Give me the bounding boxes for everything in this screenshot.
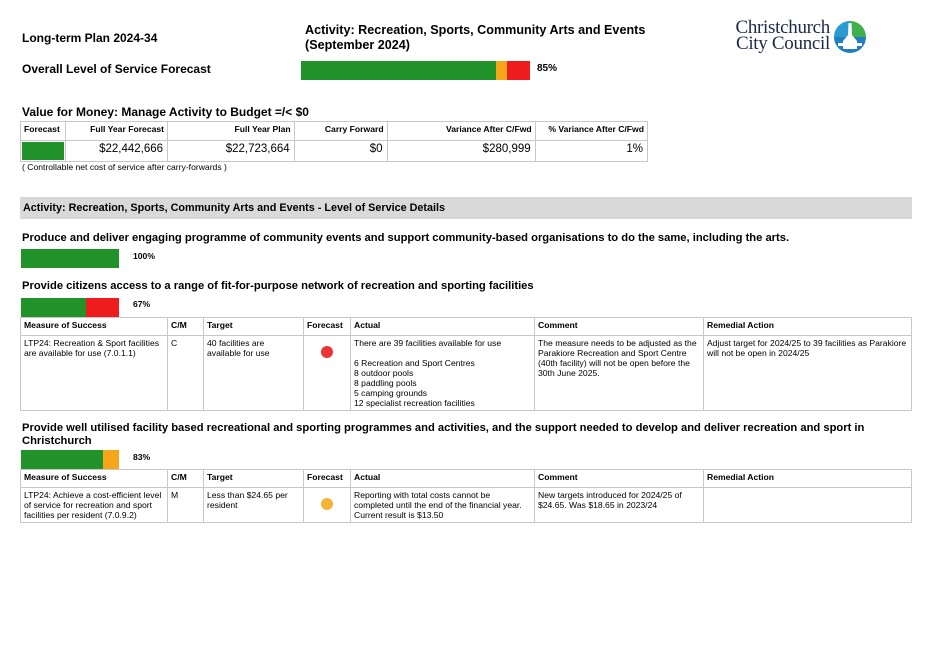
table-row [21, 336, 912, 411]
level-1-heading: Produce and deliver engaging programme of community events and support community-based organisations to do the same, including the arts. [22, 232, 790, 244]
level-2-percent: 67% [133, 299, 151, 309]
vfm-forecast-cell [21, 141, 66, 162]
activity-title-line1: Activity: Recreation, Sports, Community Arts and Events [305, 23, 646, 37]
level-3-heading: Provide well utilised facility based recreational and sporting programmes and activities, and the support needed to develop and deliver recreation and sport in Christchurch [22, 422, 865, 447]
level-2-measures-table [20, 317, 912, 411]
level-1-bar [21, 249, 119, 268]
vfm-carry-forward: $0 [294, 141, 387, 162]
level-3-measures-table [20, 469, 912, 523]
plan-title: Long-term Plan 2024-34 [22, 31, 158, 45]
col-cm: C/M [168, 318, 204, 336]
col-remedial: Remedial Action [704, 318, 912, 336]
col-forecast: Forecast [304, 318, 351, 336]
col-remedial: Remedial Action [704, 470, 912, 488]
col-forecast: Forecast [304, 470, 351, 488]
level-2-heading: Provide citizens access to a range of fit-for-purpose network of recreation and sporting facilities [22, 280, 534, 292]
bar-segment-orange [496, 61, 507, 80]
vfm-header-row [21, 122, 648, 141]
overall-percent: 85% [537, 63, 558, 74]
vfm-value-row [21, 141, 648, 162]
vfm-header-full-year-forecast: Full Year Forecast [65, 122, 167, 141]
logo-line2: City Council [735, 33, 830, 54]
bar-segment-orange [103, 450, 119, 469]
council-logo-text [722, 17, 830, 54]
comment-cell: New targets introduced for 2024/25 of $24.65. Was $18.65 in 2023/24 [535, 488, 704, 523]
actual-line: 5 camping grounds [354, 388, 428, 398]
actual-line [354, 348, 531, 358]
col-comment: Comment [535, 318, 704, 336]
activity-title-line2: (September 2024) [305, 38, 410, 52]
vfm-full-year-plan: $22,723,664 [168, 141, 295, 162]
vfm-pct-variance: 1% [535, 141, 647, 162]
level-3-header-row [21, 470, 912, 488]
overall-label: Overall Level of Service Forecast [22, 62, 211, 76]
col-measure: Measure of Success [21, 470, 168, 488]
vfm-header-variance: Variance After C/Fwd [387, 122, 535, 141]
cm-cell: C [168, 336, 204, 411]
vfm-header-full-year-plan: Full Year Plan [168, 122, 295, 141]
remedial-cell [704, 488, 912, 523]
bar-segment-red [507, 61, 530, 80]
actual-line: 6 Recreation and Sport Centres [354, 358, 475, 368]
actual-line: There are 39 facilities available for use [354, 338, 502, 348]
col-target: Target [204, 470, 304, 488]
actual-line: 8 outdoor pools [354, 368, 414, 378]
vfm-header-forecast: Forecast [21, 122, 66, 141]
actual-line: 8 paddling pools [354, 378, 417, 388]
section-title-bar: Activity: Recreation, Sports, Community Arts and Events - Level of Service Details [20, 197, 912, 219]
col-cm: C/M [168, 470, 204, 488]
overall-forecast-bar [301, 61, 530, 80]
level-2-header-row [21, 318, 912, 336]
activity-title [305, 23, 645, 53]
level-3-percent: 83% [133, 452, 151, 462]
remedial-cell: Adjust target for 2024/25 to 39 facilities as Parakiore will not be open in 2024/25 [704, 336, 912, 411]
forecast-cell [304, 488, 351, 523]
forecast-status-dot [321, 498, 333, 510]
vfm-note: ( Controllable net cost of service after carry-forwards ) [22, 162, 227, 172]
col-comment: Comment [535, 470, 704, 488]
col-actual: Actual [351, 318, 535, 336]
bar-segment-red [86, 298, 119, 317]
vfm-full-year-forecast: $22,442,666 [65, 141, 167, 162]
target-cell: 40 facilities are available for use [204, 336, 304, 411]
vfm-variance: $280,999 [387, 141, 535, 162]
measure-cell: LTP24: Recreation & Sport facilities are available for use (7.0.1.1) [21, 336, 168, 411]
level-2-bar [21, 298, 119, 317]
bar-segment-green [21, 249, 119, 268]
forecast-status-dot [321, 346, 333, 358]
bar-segment-green [21, 450, 103, 469]
bar-segment-green [301, 61, 496, 80]
measure-cell: LTP24: Achieve a cost-efficient level of service for recreation and sport facilities per resident (7.0.9.2) [21, 488, 168, 523]
vfm-header-carry-forward: Carry Forward [294, 122, 387, 141]
cathedral-logo-icon [832, 19, 868, 53]
level-3-bar [21, 450, 119, 469]
actual-cell [351, 336, 535, 411]
actual-cell: Reporting with total costs cannot be completed until the end of the financial year. Current result is $13.50 [351, 488, 535, 523]
col-actual: Actual [351, 470, 535, 488]
level-1-percent: 100% [133, 251, 155, 261]
target-cell: Less than $24.65 per resident [204, 488, 304, 523]
forecast-cell [304, 336, 351, 411]
bar-segment-green [21, 298, 86, 317]
cm-cell: M [168, 488, 204, 523]
col-target: Target [204, 318, 304, 336]
vfm-table [20, 121, 648, 162]
comment-cell: The measure needs to be adjusted as the Parakiore Recreation and Sport Centre (40th facility) will not be open before the 30th June 2025. [535, 336, 704, 411]
logo-line1: Christchurch [735, 17, 830, 38]
actual-line: 12 specialist recreation facilities [354, 398, 475, 408]
table-row [21, 488, 912, 523]
vfm-forecast-indicator [22, 142, 64, 160]
vfm-title: Value for Money: Manage Activity to Budget =/< $0 [22, 105, 309, 119]
vfm-header-pct-variance: % Variance After C/Fwd [535, 122, 647, 141]
col-measure: Measure of Success [21, 318, 168, 336]
